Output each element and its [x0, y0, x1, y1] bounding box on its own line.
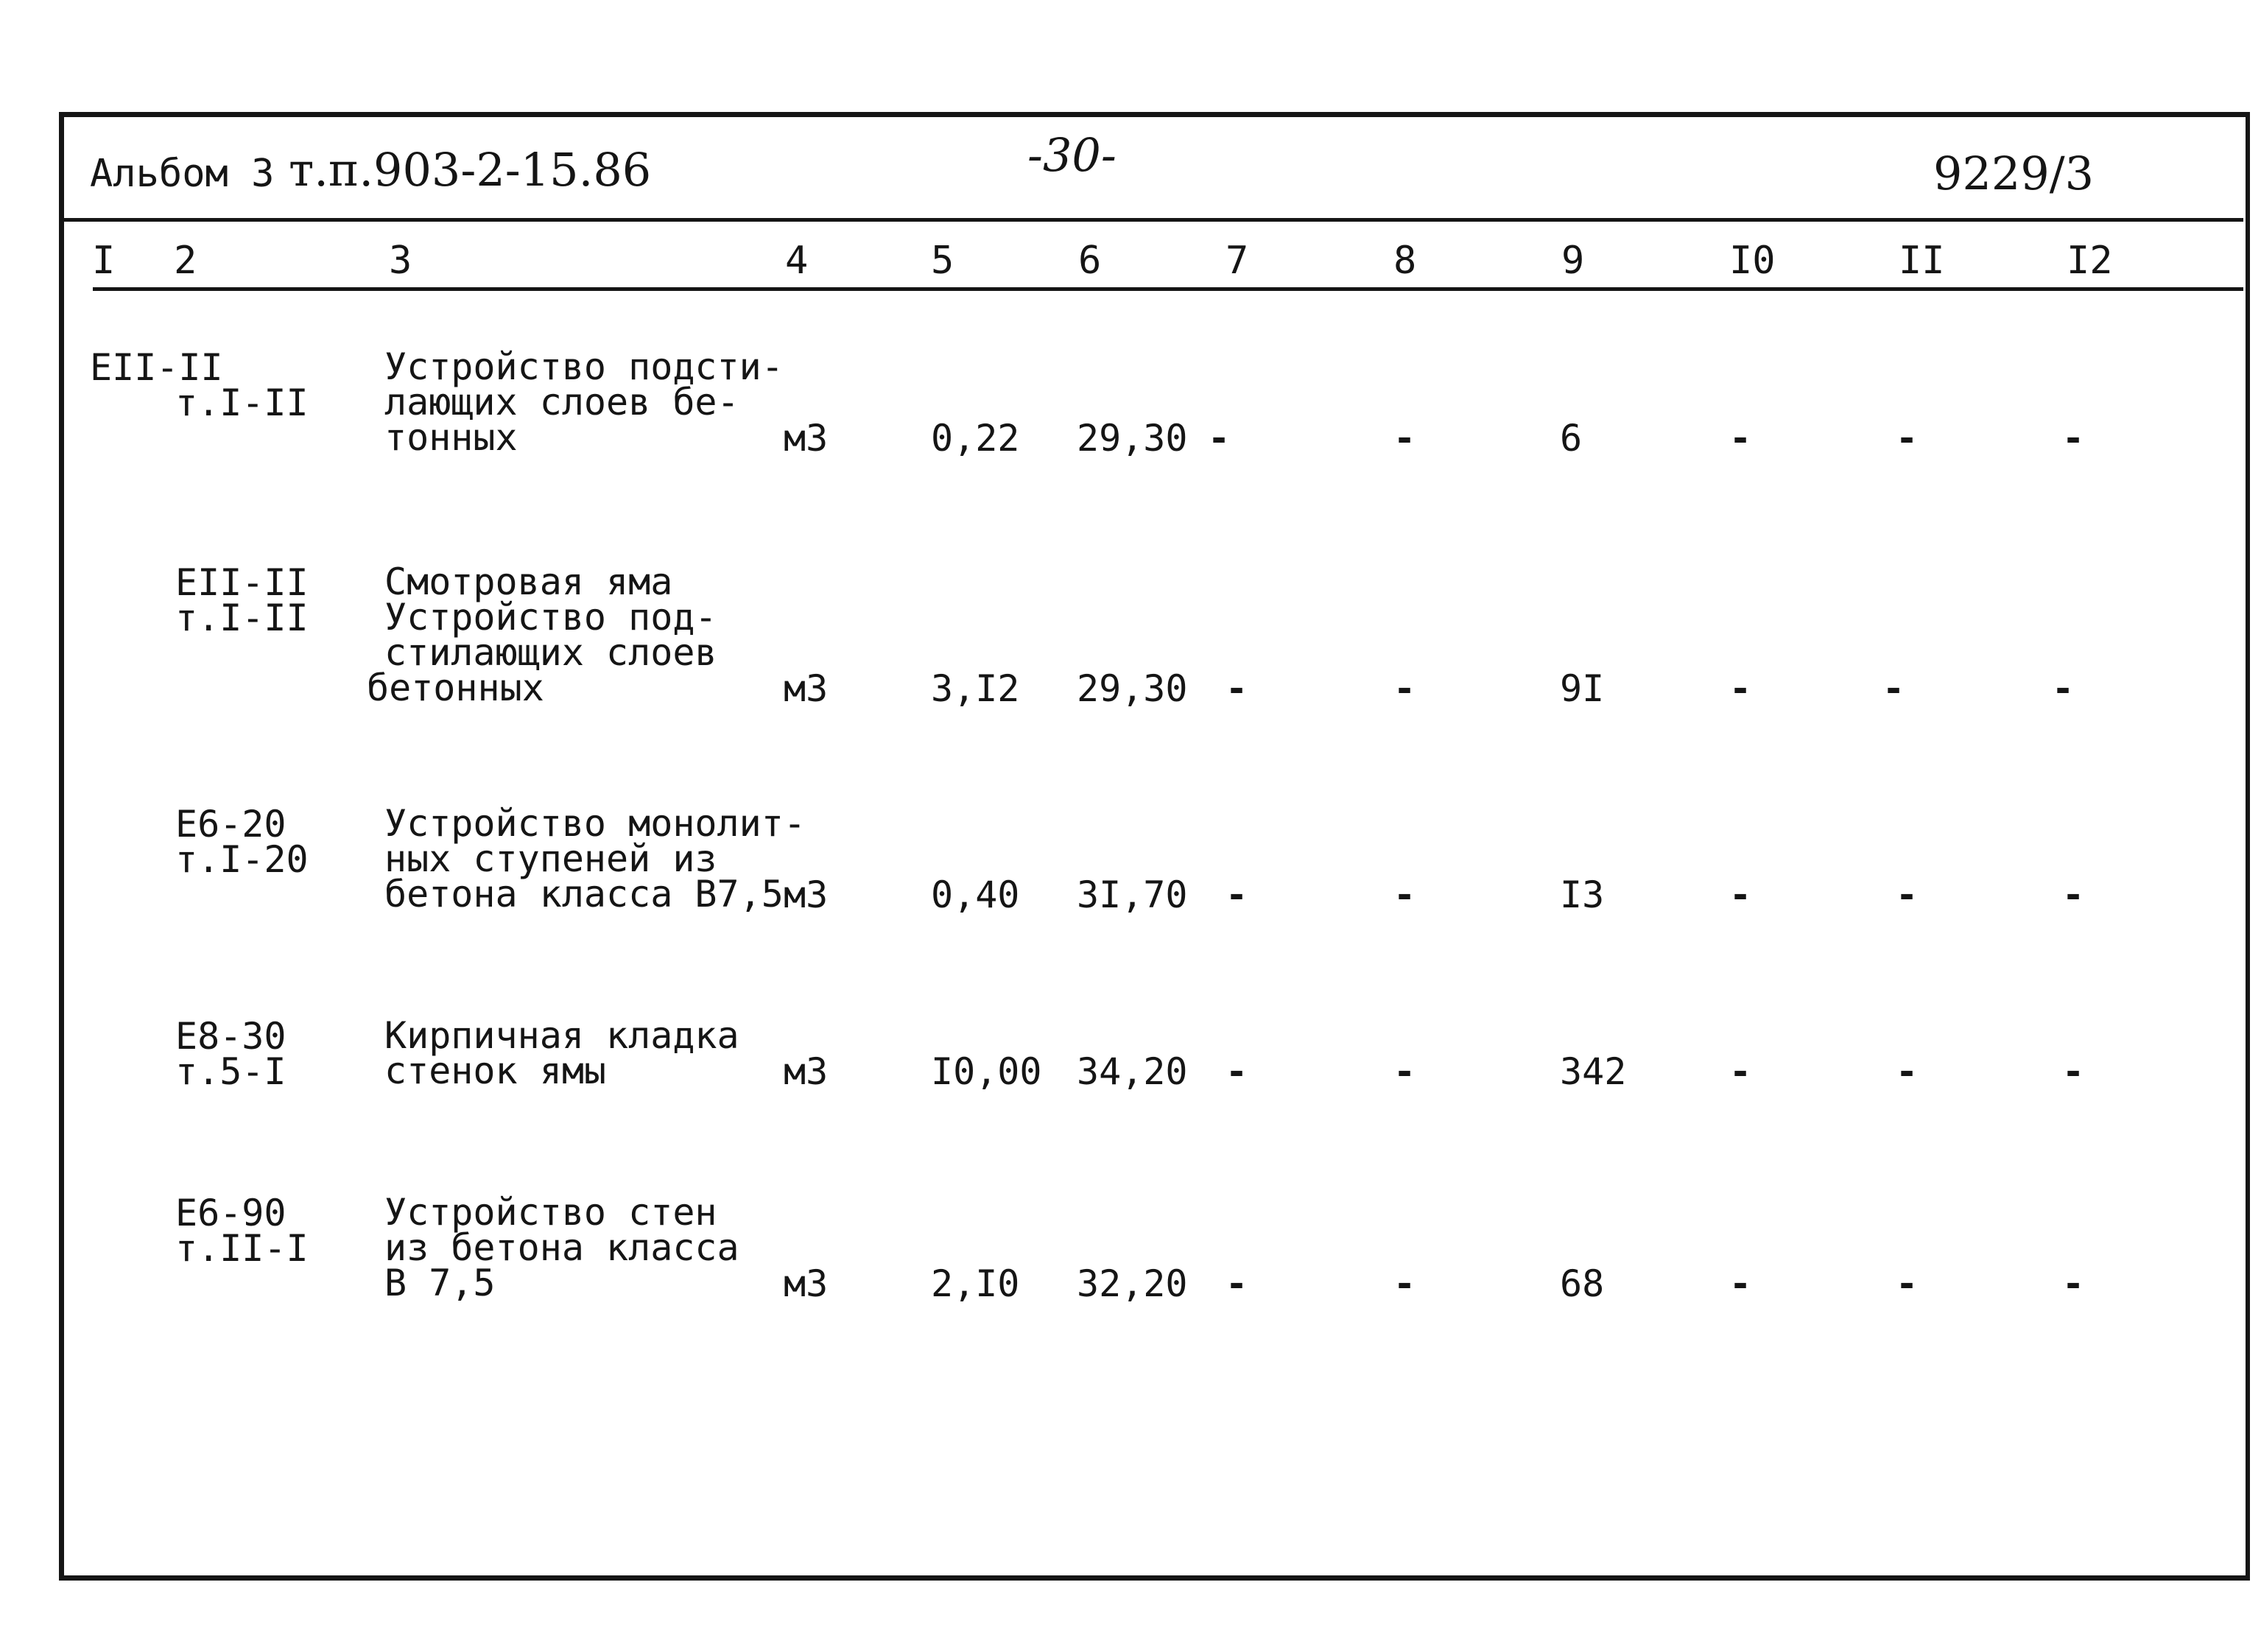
row2-col12: -	[2052, 667, 2075, 710]
column-header: 4	[785, 239, 809, 283]
row1-desc-line: Устройство подсти-	[384, 345, 784, 388]
row5-table-ref: т.II-I	[175, 1227, 309, 1270]
row3-col10: -	[1729, 874, 1752, 916]
document-number: 9229/3	[1933, 147, 2095, 200]
row4-table-ref: т.5-I	[175, 1050, 286, 1093]
row5-col7: -	[1226, 1262, 1248, 1305]
column-header: 6	[1078, 239, 1102, 283]
row3-unit: м3	[784, 874, 829, 916]
row4-col8: -	[1393, 1050, 1416, 1093]
album-label: Альбом 3	[90, 152, 275, 196]
row5-quantity: 2,I0	[931, 1262, 1020, 1305]
row1-desc-line: лающих слоев бе-	[384, 381, 739, 423]
row4-quantity: I0,00	[931, 1050, 1042, 1093]
row2-desc-line: бетонных	[367, 667, 544, 709]
column-header: 7	[1226, 239, 1249, 283]
column-header: I2	[2067, 239, 2113, 283]
row1-code: EII-II	[90, 346, 223, 389]
row5-code: E6-90	[175, 1192, 286, 1234]
row3-desc-line: бетона класса В7,5	[384, 873, 784, 915]
row5-desc-line: Устройство стен	[384, 1191, 717, 1234]
row4-col9: 342	[1560, 1050, 1627, 1093]
row3-col12: -	[2062, 874, 2085, 916]
header-divider	[63, 218, 2243, 222]
row1-col9: 6	[1560, 417, 1583, 460]
row2-code: EII-II	[175, 561, 309, 604]
row1-col7: -	[1208, 417, 1231, 460]
column-header: II	[1899, 239, 1945, 283]
row3-quantity: 0,40	[931, 874, 1020, 916]
column-header: 3	[389, 239, 412, 283]
column-header: 8	[1393, 239, 1417, 283]
row2-desc-line: стилающих слоев	[384, 631, 717, 674]
row3-col7: -	[1226, 874, 1248, 916]
row1-col11: -	[1896, 417, 1919, 460]
row5-col8: -	[1393, 1262, 1416, 1305]
row3-col9: I3	[1560, 874, 1605, 916]
column-header-divider	[93, 287, 2243, 291]
row1-col10: -	[1729, 417, 1752, 460]
row4-col12: -	[2062, 1050, 2085, 1093]
row2-col10: -	[1729, 667, 1752, 710]
row5-col10: -	[1729, 1262, 1752, 1305]
page-number: -30-	[1027, 128, 1117, 182]
row3-desc-line: Устройство монолит-	[384, 802, 806, 845]
row5-price: 32,20	[1077, 1262, 1188, 1305]
row1-table-ref: т.I-II	[175, 382, 309, 424]
row2-price: 29,30	[1077, 667, 1188, 710]
row5-col12: -	[2062, 1262, 2085, 1305]
row3-price: 3I,70	[1077, 874, 1188, 916]
row5-desc-line: В 7,5	[384, 1262, 496, 1304]
row4-desc-line: Кирпичная кладка	[384, 1014, 739, 1057]
row2-col8: -	[1393, 667, 1416, 710]
row2-table-ref: т.I-II	[175, 597, 309, 639]
row2-quantity: 3,I2	[931, 667, 1020, 710]
row2-desc-line: Смотровая яма	[384, 560, 673, 603]
row4-code: E8-30	[175, 1015, 286, 1058]
row1-col8: -	[1393, 417, 1416, 460]
column-header: I0	[1729, 239, 1776, 283]
row2-col7: -	[1226, 667, 1248, 710]
row2-col9: 9I	[1560, 667, 1605, 710]
project-code: т.п.903-2-15.86	[289, 143, 652, 197]
row5-col11: -	[1896, 1262, 1919, 1305]
row4-col7: -	[1226, 1050, 1248, 1093]
row1-col12: -	[2062, 417, 2085, 460]
row1-desc-line: тонных	[384, 416, 518, 459]
row1-unit: м3	[784, 417, 829, 460]
row4-unit: м3	[784, 1050, 829, 1093]
row3-table-ref: т.I-20	[175, 838, 309, 881]
row5-col9: 68	[1560, 1262, 1605, 1305]
row3-col11: -	[1896, 874, 1919, 916]
row4-col11: -	[1896, 1050, 1919, 1093]
row5-desc-line: из бетона класса	[384, 1226, 739, 1269]
column-header: I	[92, 239, 116, 283]
column-header: 5	[931, 239, 954, 283]
row2-desc-line: Устройство под-	[384, 596, 717, 639]
column-header: 9	[1561, 239, 1585, 283]
row4-col10: -	[1729, 1050, 1752, 1093]
row4-desc-line: стенок ямы	[384, 1050, 607, 1092]
row2-unit: м3	[784, 667, 829, 710]
row3-code: E6-20	[175, 803, 286, 846]
row3-col8: -	[1393, 874, 1416, 916]
row3-desc-line: ных ступеней из	[384, 837, 717, 880]
column-header: 2	[174, 239, 197, 283]
row1-quantity: 0,22	[931, 417, 1020, 460]
row5-unit: м3	[784, 1262, 829, 1305]
row1-price: 29,30	[1077, 417, 1188, 460]
row2-col11: -	[1882, 667, 1905, 710]
row4-price: 34,20	[1077, 1050, 1188, 1093]
